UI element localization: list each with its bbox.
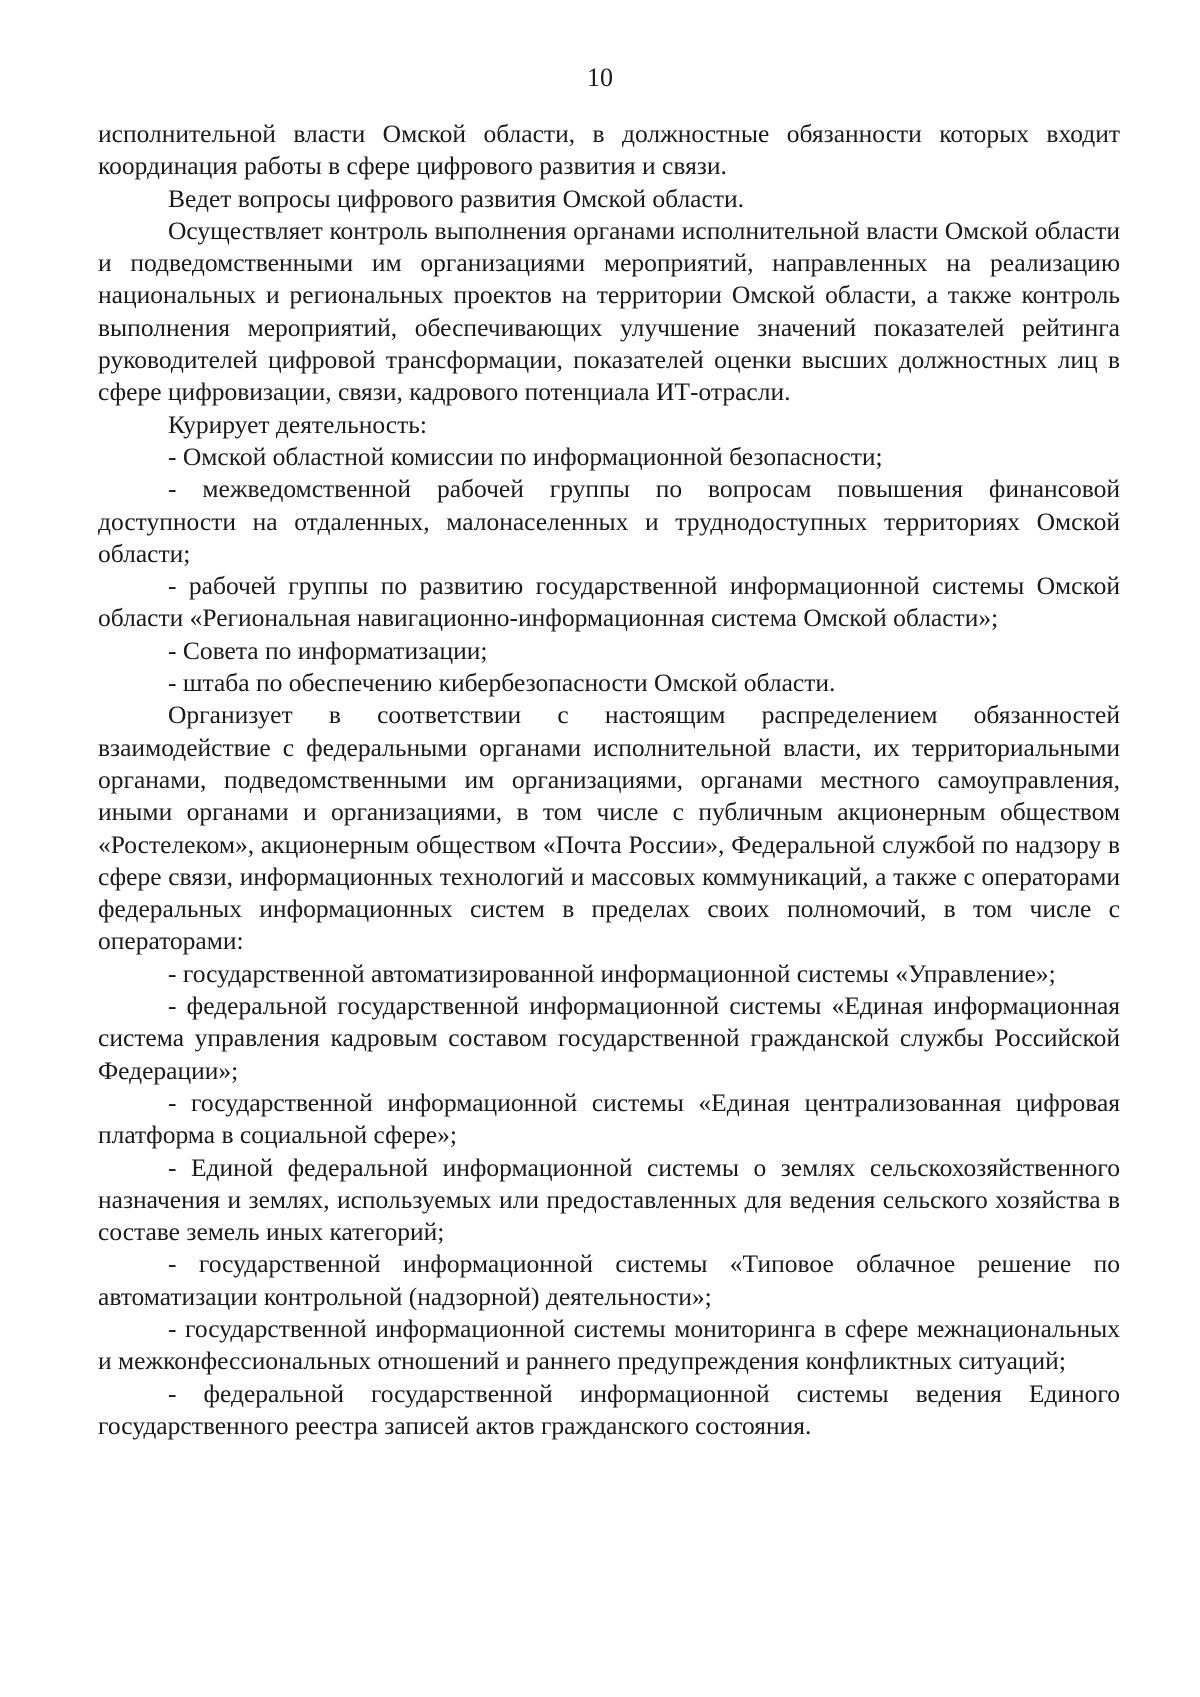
page-number: 10 — [587, 63, 613, 92]
list-item-cybersecurity-staff: - штаба по обеспечению кибербезопасности Омской области. — [168, 668, 836, 698]
list-item-financial-access-group: - межведомственной рабочей группы по вопросам повышения финансовой доступности на отдаленных, малонаселенных и труднодоступных территориях Омской области; — [98, 474, 1120, 568]
list-item-control-cloud-solution: - государственной информационной системы «Типовое облачное решение по автоматизации контрольной (надзорной) деятельности»; — [98, 1249, 1120, 1311]
paragraph-digital-development: Ведет вопросы цифрового развития Омской области. — [168, 183, 744, 213]
list-item-informatization-council: - Совета по информатизации; — [168, 635, 488, 665]
list-item-upravlenie-system: - государственной автоматизированной информационной системы «Управление»; — [168, 958, 1056, 988]
document-body — [98, 118, 1120, 1442]
paragraph-control: Осуществляет контроль выполнения органами исполнительной власти Омской области и подведомственными им организациями мероприятий, направленных на реализацию национальных и региональных проектов на территории Омской области, а также контроль выполнения мероприятий, обеспечивающих улучшение значений показателей рейтинга руководителей цифровой трансформации, показателей оценки высших должностных лиц в сфере цифровизации, связи, кадрового потенциала ИТ-отрасли. — [98, 215, 1120, 407]
list-item-navigation-system-group: - рабочей группы по развитию государственной информационной системы Омской области «Региональная навигационно-информационная система Омской области»; — [98, 571, 1120, 633]
list-item-agricultural-lands-system: - Единой федеральной информационной системы о землях сельскохозяйственного назначения и землях, используемых или предоставленных для ведения сельского хозяйства в составе земель иных категорий; — [98, 1152, 1120, 1247]
list-item-social-platform: - государственной информационной системы «Единая централизованная цифровая платформа в социальной сфере»; — [98, 1087, 1120, 1150]
paragraph-continuation: исполнительной власти Омской области, в должностные обязанности которых входит координация работы в сфере цифрового развития и связи. — [98, 119, 1120, 181]
list-item-personnel-system: - федеральной государственной информационной системы «Единая информационная система управления кадровым составом государственной гражданской службы Российской Федерации»; — [98, 991, 1120, 1085]
paragraph-supervises-heading: Курирует деятельность: — [168, 409, 427, 439]
list-item-civil-registry: - федеральной государственной информационной системы ведения Единого государственного реестра записей актов гражданского состояния. — [98, 1378, 1120, 1440]
paragraph-interaction: Организует в соответствии с настоящим распределением обязанностей взаимодействие с федеральными органами исполнительной власти, их территориальными органами, подведомственными им организациями, органами местного самоуправления, иными органами и организациями, в том числе с публичным акционерным обществом «Ростелеком», акционерным обществом «Почта России», Федеральной службой по надзору в сфере связи, информационных технологий и массовых коммуникаций, а также с операторами федеральных информационных систем в пределах своих полномочий, в том числе с операторами: — [98, 700, 1120, 956]
list-item-interethnic-monitoring: - государственной информационной системы мониторинга в сфере межнациональных и межконфессиональных отношений и раннего предупреждения конфликтных ситуаций; — [98, 1313, 1120, 1376]
list-item-security-commission: - Омской областной комиссии по информационной безопасности; — [168, 441, 883, 471]
